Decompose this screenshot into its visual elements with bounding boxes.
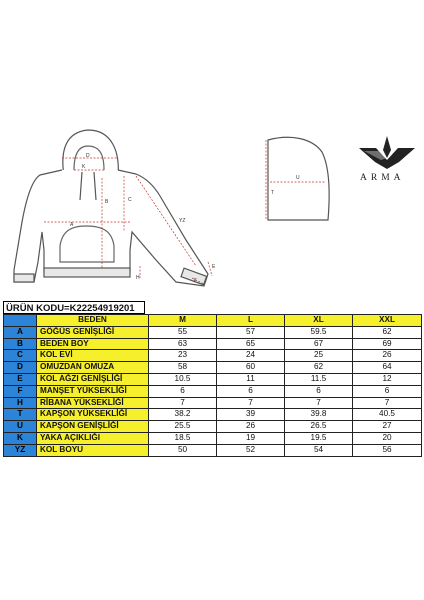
size-value: 39	[217, 409, 285, 421]
size-value: 58	[149, 362, 217, 374]
row-label: GÖĞÜS GENİŞLİĞİ	[37, 326, 149, 338]
size-value: 67	[285, 338, 353, 350]
table-row	[4, 409, 422, 421]
size-value: 25.5	[149, 421, 217, 433]
row-label: KOL EVİ	[37, 350, 149, 362]
label-t: T	[271, 190, 275, 196]
size-value: 7	[285, 397, 353, 409]
size-value: 11	[217, 373, 285, 385]
size-value: 6	[217, 385, 285, 397]
row-code: K	[4, 432, 37, 444]
table-row	[4, 338, 422, 350]
row-label: KOL BOYU	[37, 444, 149, 456]
product-code: ÜRÜN KODU=K22254919201	[3, 301, 145, 314]
header-m: M	[149, 315, 217, 327]
table-row	[4, 397, 422, 409]
size-value: 54	[285, 444, 353, 456]
size-value: 26	[217, 421, 285, 433]
size-value: 26.5	[285, 421, 353, 433]
label-h: H	[136, 275, 140, 281]
row-code: H	[4, 397, 37, 409]
size-value: 64	[353, 362, 422, 374]
label-u: U	[296, 175, 300, 181]
table-row	[4, 362, 422, 374]
row-label: YAKA AÇIKLIĞI	[37, 432, 149, 444]
label-b: B	[105, 199, 109, 205]
table-row	[4, 432, 422, 444]
size-value: 6	[149, 385, 217, 397]
size-value: 18.5	[149, 432, 217, 444]
row-code: YZ	[4, 444, 37, 456]
table-header-row	[4, 315, 422, 327]
size-value: 50	[149, 444, 217, 456]
row-code: C	[4, 350, 37, 362]
label-a: A	[70, 222, 74, 228]
size-value: 55	[149, 326, 217, 338]
brand-name: ARMA	[360, 173, 405, 183]
row-code: T	[4, 409, 37, 421]
size-value: 12	[353, 373, 422, 385]
table-row	[4, 326, 422, 338]
size-value: 56	[353, 444, 422, 456]
size-value: 40.5	[353, 409, 422, 421]
label-d: D	[86, 153, 90, 159]
size-value: 59.5	[285, 326, 353, 338]
size-value: 62	[285, 362, 353, 374]
row-label: KAPŞON YÜKSEKLİĞİ	[37, 409, 149, 421]
row-label: RİBANA YÜKSEKLİĞİ	[37, 397, 149, 409]
size-value: 62	[353, 326, 422, 338]
size-value: 20	[353, 432, 422, 444]
size-value: 38.2	[149, 409, 217, 421]
row-label: MANŞET YÜKSEKLİĞİ	[37, 385, 149, 397]
row-label: KAPŞON GENİŞLİĞİ	[37, 421, 149, 433]
table-row	[4, 421, 422, 433]
label-k: K	[82, 164, 86, 170]
table-row	[4, 350, 422, 362]
table-row	[4, 373, 422, 385]
header-xl: XL	[285, 315, 353, 327]
label-f: F	[194, 278, 198, 284]
size-value: 11.5	[285, 373, 353, 385]
label-e: E	[212, 264, 216, 270]
label-yz: YZ	[179, 218, 186, 224]
row-code: E	[4, 373, 37, 385]
row-code: D	[4, 362, 37, 374]
size-value: 65	[217, 338, 285, 350]
row-code: F	[4, 385, 37, 397]
size-value: 7	[149, 397, 217, 409]
row-label: KOL AĞZI GENİŞLİĞİ	[37, 373, 149, 385]
hoodie-drawing	[14, 130, 208, 286]
size-value: 57	[217, 326, 285, 338]
size-value: 39.8	[285, 409, 353, 421]
size-value: 7	[217, 397, 285, 409]
row-label: OMUZDAN OMUZA	[37, 362, 149, 374]
size-value: 23	[149, 350, 217, 362]
size-value: 52	[217, 444, 285, 456]
size-value: 27	[353, 421, 422, 433]
size-table	[3, 314, 422, 457]
table-row	[4, 385, 422, 397]
size-value: 19.5	[285, 432, 353, 444]
header-l: L	[217, 315, 285, 327]
row-code: B	[4, 338, 37, 350]
size-value: 26	[353, 350, 422, 362]
brand-logo	[359, 136, 415, 169]
size-value: 6	[353, 385, 422, 397]
table-row	[4, 444, 422, 456]
size-value: 63	[149, 338, 217, 350]
size-value: 7	[353, 397, 422, 409]
size-value: 6	[285, 385, 353, 397]
size-value: 69	[353, 338, 422, 350]
header-xxl: XXL	[353, 315, 422, 327]
size-value: 10.5	[149, 373, 217, 385]
header-beden: BEDEN	[37, 315, 149, 327]
label-c: C	[128, 197, 132, 203]
size-value: 60	[217, 362, 285, 374]
row-code: U	[4, 421, 37, 433]
row-label: BEDEN BOY	[37, 338, 149, 350]
size-value: 25	[285, 350, 353, 362]
header-code	[4, 315, 37, 327]
size-value: 19	[217, 432, 285, 444]
row-code: A	[4, 326, 37, 338]
size-value: 24	[217, 350, 285, 362]
